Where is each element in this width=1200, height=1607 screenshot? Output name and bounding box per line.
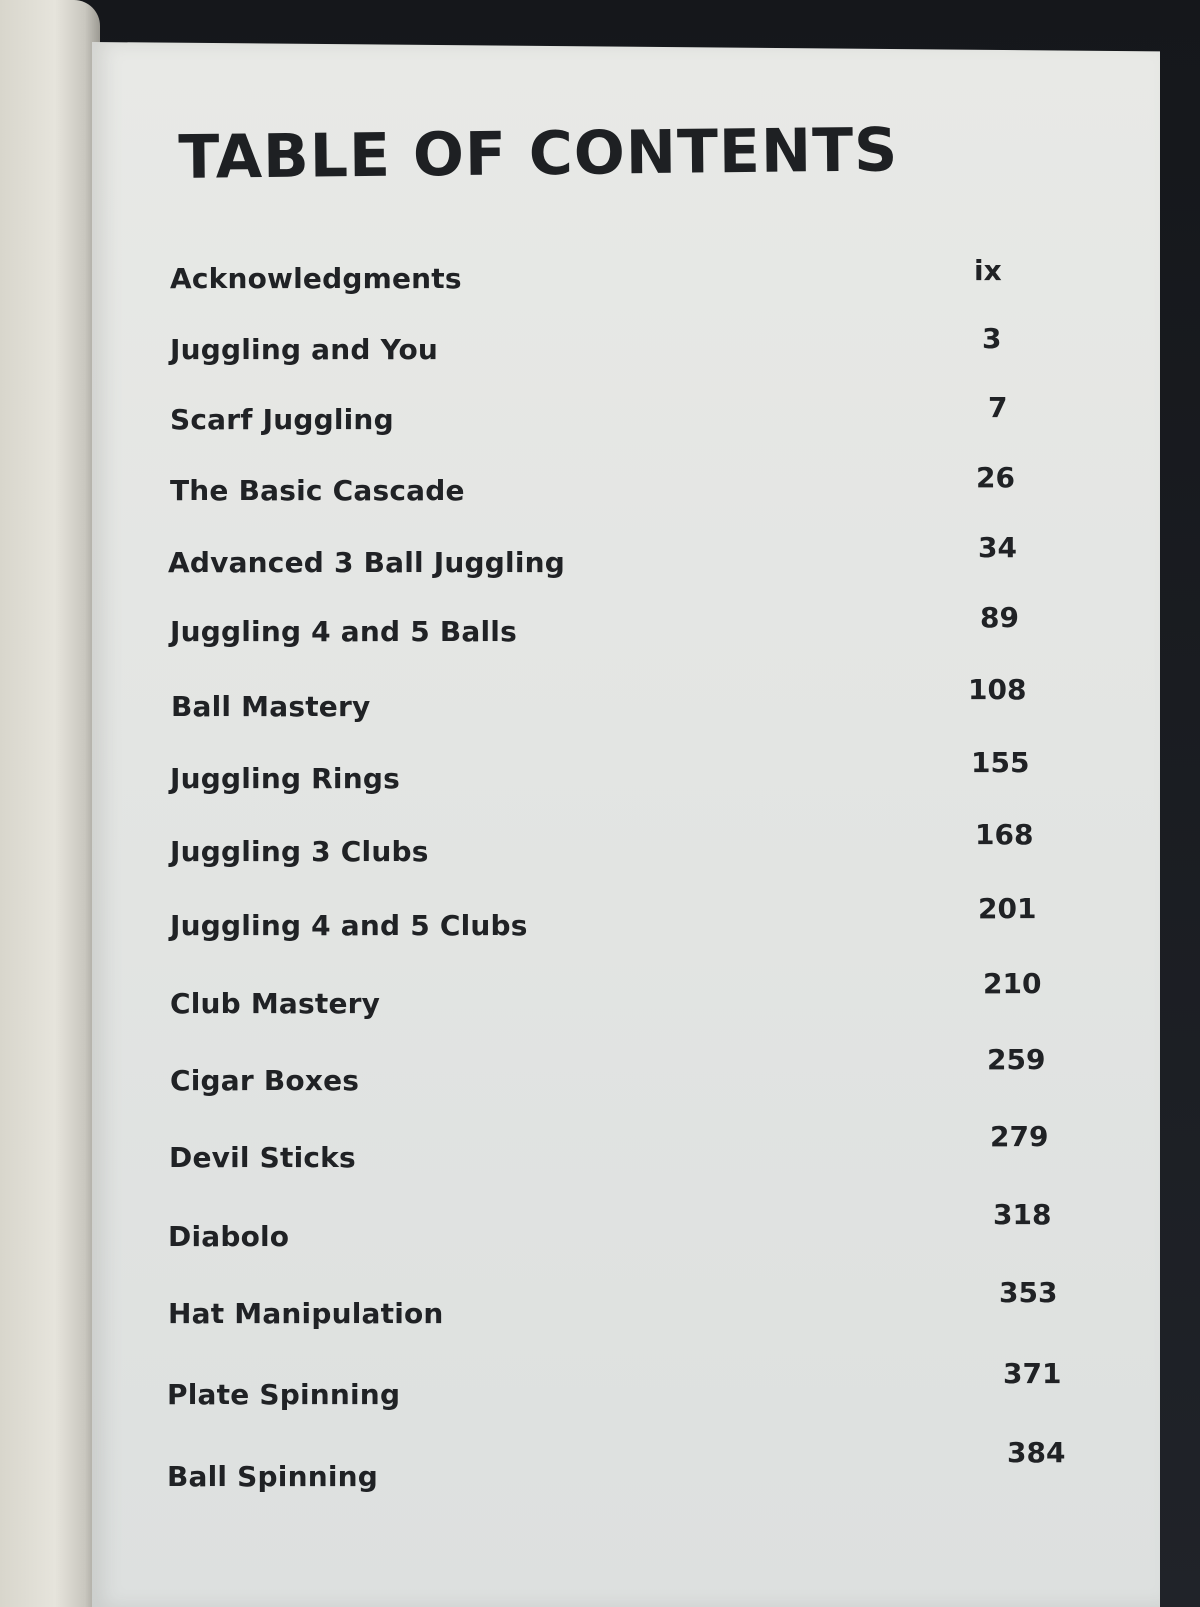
- toc-entry-page: 210: [983, 967, 1042, 1000]
- toc-entry-title: Ball Spinning: [167, 1460, 379, 1493]
- toc-entry-page: 3: [982, 322, 1002, 355]
- toc-entry-page: 168: [975, 818, 1034, 851]
- toc-entry-title: Juggling and You: [170, 333, 439, 366]
- toc-entry-page: 155: [971, 746, 1030, 779]
- toc-entry-title: The Basic Cascade: [170, 474, 465, 507]
- toc-entry-title: Juggling 3 Clubs: [170, 835, 429, 868]
- toc-entry-title: Acknowledgments: [170, 262, 462, 295]
- toc-entry-title: Devil Sticks: [169, 1141, 356, 1174]
- toc-entry-title: Juggling Rings: [170, 762, 400, 795]
- page-title: TABLE OF CONTENTS: [178, 115, 899, 193]
- toc-entry-page: 89: [980, 601, 1019, 634]
- toc-entry-page: 201: [978, 892, 1037, 925]
- toc-entry-page: 34: [978, 531, 1017, 564]
- toc-entry-page: 279: [990, 1120, 1049, 1153]
- toc-entry-page: 7: [988, 391, 1008, 424]
- toc-entry-title: Scarf Juggling: [170, 403, 394, 436]
- toc-entry-page: 384: [1007, 1436, 1066, 1469]
- toc-entry-title: Club Mastery: [170, 987, 381, 1020]
- toc-entry-page: 318: [993, 1198, 1052, 1231]
- toc-entry-title: Plate Spinning: [167, 1378, 401, 1411]
- toc-entry-title: Hat Manipulation: [168, 1297, 444, 1330]
- toc-entry-page: 371: [1003, 1357, 1062, 1390]
- toc-entry-title: Advanced 3 Ball Juggling: [168, 546, 565, 579]
- toc-entry-page: 259: [987, 1043, 1046, 1076]
- toc-entry-title: Cigar Boxes: [170, 1064, 360, 1097]
- toc-entry-title: Juggling 4 and 5 Balls: [170, 615, 517, 648]
- toc-entry-title: Diabolo: [168, 1220, 290, 1253]
- toc-entry-page: 353: [999, 1276, 1058, 1309]
- toc-entry-page: ix: [974, 254, 1002, 287]
- toc-entry-title: Ball Mastery: [171, 690, 371, 723]
- toc-entry-title: Juggling 4 and 5 Clubs: [170, 909, 528, 942]
- toc-entry-page: 108: [968, 673, 1027, 706]
- toc-entry-page: 26: [976, 461, 1015, 494]
